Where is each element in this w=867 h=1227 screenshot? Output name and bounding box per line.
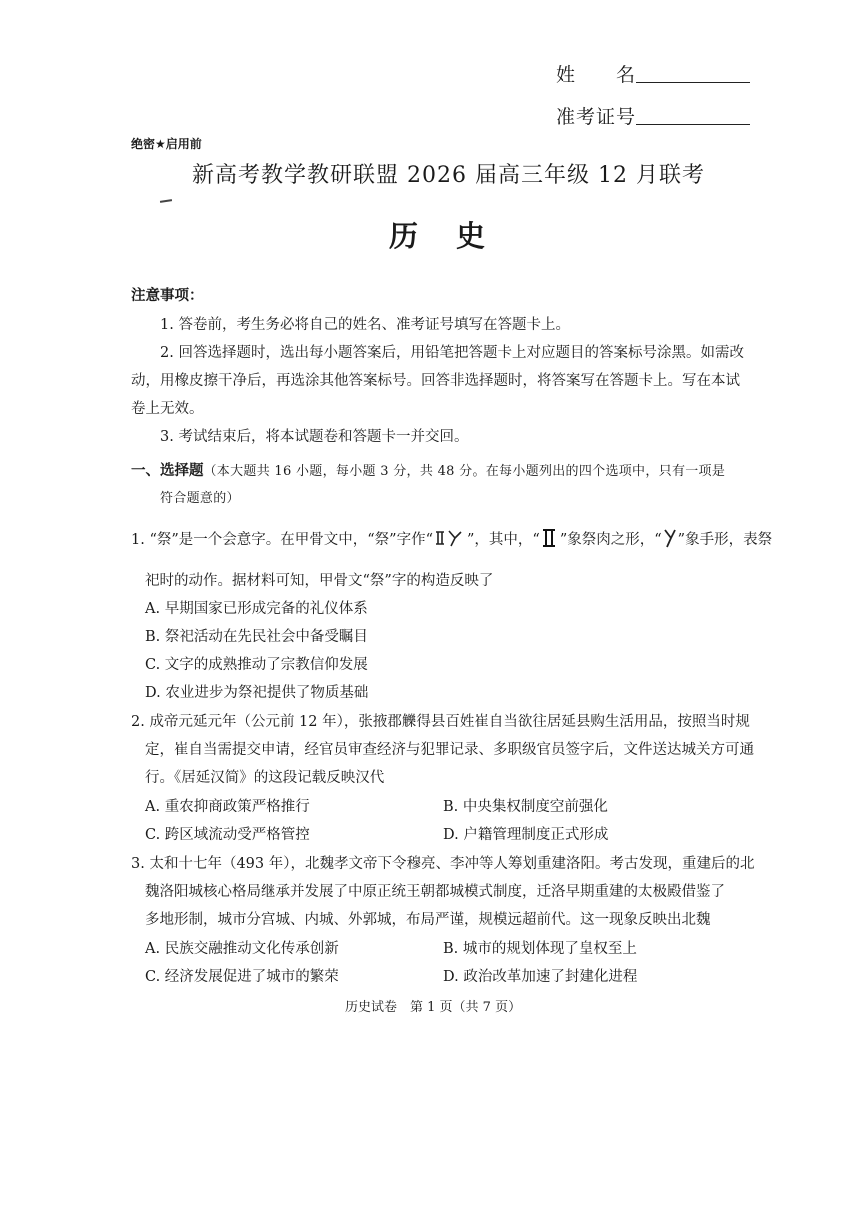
exam-id-label: 准考证号 bbox=[556, 106, 637, 128]
q1-text-c: ”象祭肉之形，“ bbox=[559, 532, 662, 548]
question-1-stem-cont: 祀时的动作。据材料可知，甲骨文“祭”字的构造反映了 bbox=[145, 573, 494, 589]
oracle-bone-hand-icon bbox=[662, 527, 678, 553]
section-title: 一、选择题 bbox=[131, 463, 204, 479]
question-3-stem: 3. 太和十七年（493 年），北魏孝文帝下令穆亮、李冲等人筹划重建洛阳。考古发现，重建后的北 bbox=[131, 856, 755, 872]
q1-option-a[interactable]: A. 早期国家已形成完备的礼仪体系 bbox=[145, 601, 368, 617]
q1-text-b: ”，其中，“ bbox=[467, 532, 540, 548]
question-3-stem-end: 多地形制，城市分宫城、内城、外郭城，布局严谨，规模远超前代。这一现象反映出北魏 bbox=[145, 912, 711, 928]
question-2-stem: 2. 成帝元延元年（公元前 12 年），张掖郡觻得县百姓崔自当欲往居延县购生活用品，按照当时规 bbox=[131, 714, 750, 730]
notice-item-2: 2. 回答选择题时，选出每小题答案后，用铅笔把答题卡上对应题目的答案标号涂黑。如需改 bbox=[160, 345, 744, 361]
name-field[interactable] bbox=[636, 81, 750, 83]
q1-option-c[interactable]: C. 文字的成熟推动了宗教信仰发展 bbox=[145, 657, 368, 673]
name-label: 姓 名 bbox=[556, 64, 637, 86]
oracle-bone-ji-icon bbox=[433, 528, 467, 552]
notice-item-3: 3. 考试结束后，将本试题卷和答题卡一并交回。 bbox=[160, 429, 469, 445]
question-2-stem-cont: 定，崔自当需提交申请，经官员审查经济与犯罪记录、多职级官员签字后，文件送达城关方可通 bbox=[145, 742, 754, 758]
page-footer: 历史试卷 第 1 页（共 7 页） bbox=[345, 1000, 522, 1015]
q3-option-b[interactable]: B. 城市的规划体现了皇权至上 bbox=[443, 941, 637, 957]
notice-heading: 注意事项： bbox=[131, 288, 204, 304]
q1-text-a: 1. “祭”是一个会意字。在甲骨文中，“祭”字作“ bbox=[131, 532, 434, 548]
q2-option-a[interactable]: A. 重农抑商政策严格推行 bbox=[145, 799, 310, 815]
q2-option-b[interactable]: B. 中央集权制度空前强化 bbox=[443, 799, 608, 815]
section-heading bbox=[131, 459, 725, 480]
question-2-stem-end: 行。《居延汉简》的这段记载反映汉代 bbox=[145, 770, 385, 786]
notice-item-1: 1. 答卷前，考生务必将自己的姓名、准考证号填写在答题卡上。 bbox=[160, 317, 570, 333]
stray-mark bbox=[160, 199, 172, 203]
section-desc-cont: 符合题意的） bbox=[160, 491, 240, 506]
oracle-bone-meat-icon bbox=[540, 527, 560, 553]
q3-option-d[interactable]: D. 政治改革加速了封建化进程 bbox=[443, 969, 638, 985]
notice-item-2-end: 卷上无效。 bbox=[131, 401, 204, 417]
exam-id-field[interactable] bbox=[636, 123, 750, 125]
subject-title: 历史 bbox=[389, 219, 524, 253]
q1-text-d: ”象手形，表祭 bbox=[677, 532, 773, 548]
section-desc: （本大题共 16 小题，每小题 3 分，共 48 分。在每小题列出的四个选项中，只有一项是 bbox=[203, 464, 726, 479]
secret-mark: 绝密★启用前 bbox=[131, 137, 202, 151]
q3-option-a[interactable]: A. 民族交融推动文化传承创新 bbox=[145, 941, 339, 957]
question-1-stem bbox=[131, 527, 772, 553]
q2-option-c[interactable]: C. 跨区域流动受严格管控 bbox=[145, 827, 310, 843]
q1-option-d[interactable]: D. 农业进步为祭祀提供了物质基础 bbox=[145, 685, 369, 701]
q2-option-d[interactable]: D. 户籍管理制度正式形成 bbox=[443, 827, 609, 843]
exam-title: 新高考教学教研联盟 2026 届高三年级 12 月联考 bbox=[192, 163, 705, 188]
question-3-stem-cont: 魏洛阳城核心格局继承并发展了中原正统王朝都城模式制度，迁洛早期重建的太极殿借鉴了 bbox=[145, 884, 725, 900]
q1-option-b[interactable]: B. 祭祀活动在先民社会中备受瞩目 bbox=[145, 629, 368, 645]
notice-item-2-cont: 动，用橡皮擦干净后，再选涂其他答案标号。回答非选择题时，将答案写在答题卡上。写在本试 bbox=[131, 373, 740, 389]
q3-option-c[interactable]: C. 经济发展促进了城市的繁荣 bbox=[145, 969, 339, 985]
